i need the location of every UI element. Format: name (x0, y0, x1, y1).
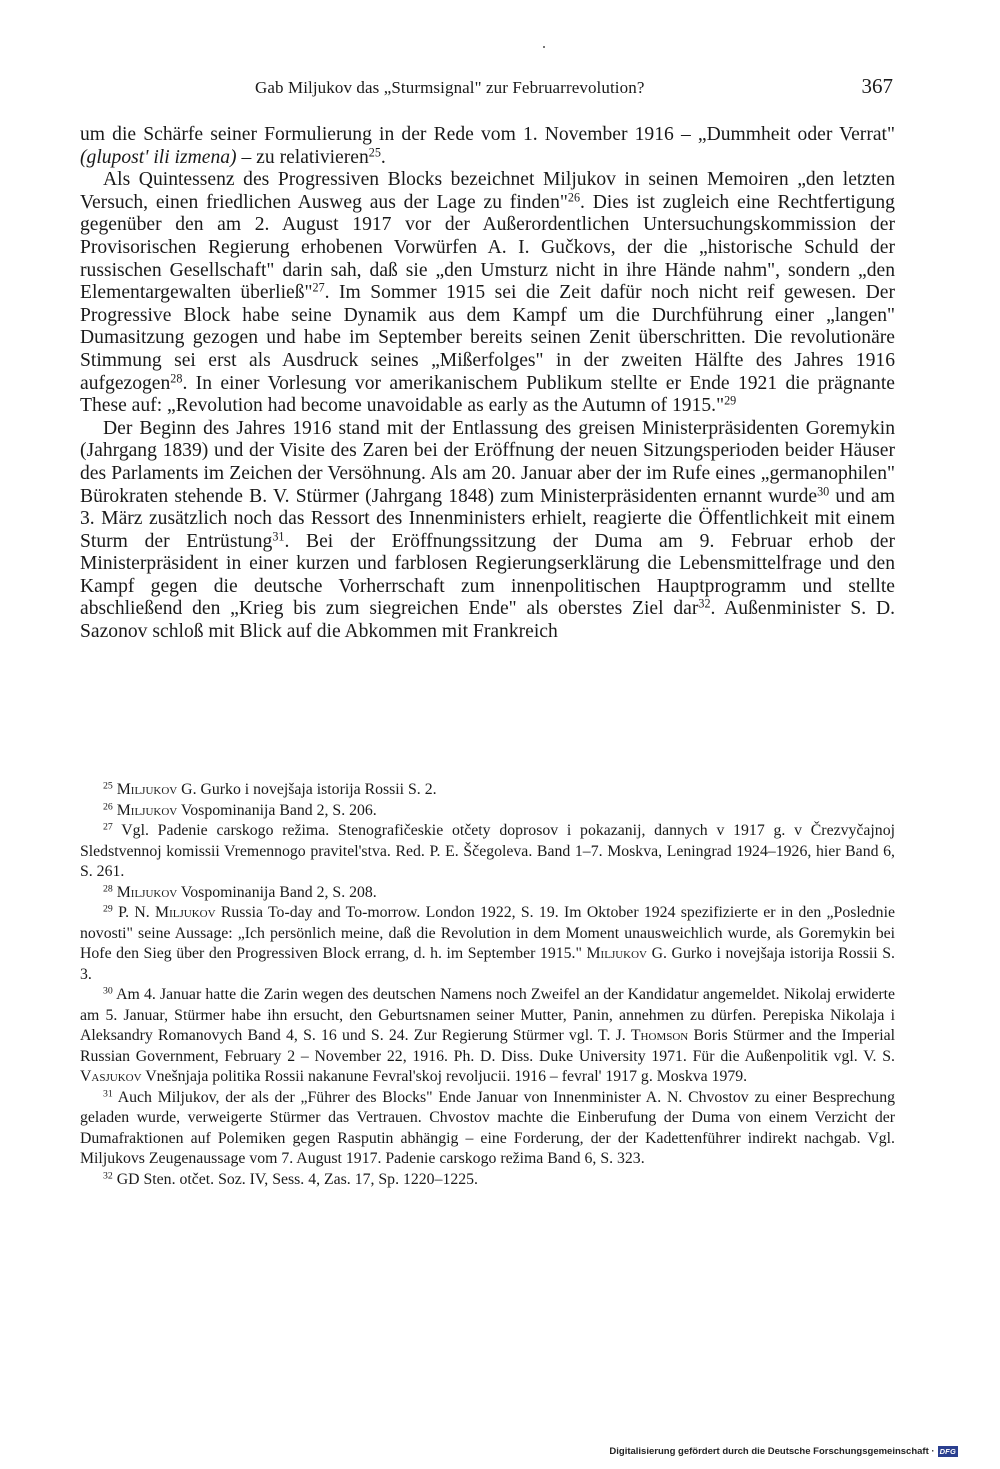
footnote-ref[interactable]: 28 (170, 370, 183, 385)
author-name: Miljukov (116, 883, 178, 901)
footnote-text: Vospominanija Band 2, S. 208. (177, 883, 377, 901)
footnote-number: 25 (103, 780, 113, 792)
paragraph-3 (80, 418, 895, 644)
author-name: Miljukov (155, 904, 216, 921)
main-text (80, 124, 895, 644)
footnote-ref[interactable]: 32 (698, 596, 711, 611)
footnote-31 (80, 1088, 895, 1170)
footnote-number: 27 (103, 821, 113, 833)
footnote-number: 28 (103, 883, 113, 895)
credit-text: Digitalisierung gefördert durch die Deutsche Forschungsgemeinschaft · (609, 1446, 935, 1457)
footnote-text: Russia To-day and To-morrow. London 1922, S. 19. Im Oktober 1924 spezifizierte er in den „Poslednie novosti" seine Aussage: „Ich persönlich meine, daß die Revolution in dem Moment unausweichlich wurde, als Goremykin bei Hofe den Sieg über den Progressiven Block errang, d. h. im September 1915." (80, 904, 895, 962)
footnotes (80, 780, 895, 1190)
footnote-28 (80, 883, 895, 904)
text-run: . In einer Vorlesung vor amerikanischem Publikum stellte er Ende 1921 die prägnante These auf: „Revolution had become unavoidable as early as the Autumn of 1915." (80, 372, 895, 417)
footnote-25 (80, 780, 895, 801)
footnote-number: 26 (103, 801, 113, 813)
footnote-text: Vospominanija Band 2, S. 206. (177, 801, 377, 819)
footnote-number: 31 (103, 1088, 113, 1100)
footnote-number: 32 (103, 1170, 113, 1182)
footnote-text: P. N. (112, 904, 156, 921)
footnote-ref[interactable]: 29 (724, 393, 737, 408)
running-title: Gab Miljukov das „Sturmsignal" zur Februarrevolution? (255, 78, 645, 97)
author-name: Miljukov (116, 781, 178, 798)
paragraph-2 (80, 169, 895, 418)
italic-term: (glupost' ili izmena) (80, 146, 237, 168)
footnote-29 (80, 903, 895, 985)
footnote-ref[interactable]: 30 (817, 483, 830, 498)
text-run: – zu relativieren (236, 146, 369, 168)
footnote-26 (80, 801, 895, 822)
footnote-text: GD Sten. otčet. Soz. IV, Sess. 4, Zas. 17, Sp. 1220–1225. (112, 1170, 479, 1188)
text-run: . Dies ist zugleich eine Rechtfertigung gegenüber den am 2. August 1917 vor der Außerordentlichen Untersuchungskommission der Provisorischen Regierung erhobenen Vorwürfen A. I. Gučkovs, der die „historische Schuld der russischen Gesellschaft" darin sah, daß sie „den Umsturz nicht in ihre Hände nahm", sondern „den Elementargewalten überließ" (80, 191, 895, 304)
author-name: Miljukov (586, 945, 648, 962)
text-run: . Bei der Eröffnungssitzung der Duma am 9. Februar erhob der Ministerpräsident in einer kurzen und farblosen Regierungserklärung die Lebensmittelfrage und den Kampf gegen die deutsche Vorherrschaft zum innenpolitischen Hauptprogramm und stellte abschließend den „Krieg bis zum siegreichen Ende" als oberstes Ziel dar (80, 530, 896, 620)
author-name: Vasjukov (80, 1068, 142, 1085)
page-number: 367 (861, 74, 893, 98)
digitization-credit (609, 1446, 958, 1457)
footnote-ref[interactable]: 26 (567, 190, 581, 205)
text-run: Als Quintessenz des Progressiven Blocks bezeichnet Miljukov in seinen Memoiren „den letzten Versuch, einen friedlichen Ausweg aus der Lage zu finden" (80, 169, 895, 213)
footnote-number: 30 (103, 985, 113, 997)
paragraph-1 (80, 124, 895, 169)
footnote-number: 29 (103, 903, 113, 915)
footnote-30 (80, 985, 895, 1088)
text-run: um die Schärfe seiner Formulierung in der Rede vom 1. November 1916 – „Dummheit oder Verrat" (80, 124, 895, 145)
footnote-27 (80, 821, 895, 883)
author-name: Miljukov (116, 801, 178, 819)
text-run: Der Beginn des Jahres 1916 stand mit der Entlassung des greisen Ministerpräsidenten Goremykin (Jahrgang 1839) und der Visite des Zaren bei der Eröffnung der neuen Sitzungsperioden beider Häuser des Parlaments im Zeichen der Versöhnung. Als am 20. Januar aber der im Rufe eines „germanophilen" Bürokraten stehende B. V. Stürmer (Jahrgang 1848) zum Ministerpräsidenten ernannt wurde (80, 417, 895, 507)
footnote-text: Auch Miljukov, der als der „Führer des Blocks" Ende Januar von Innenminister A. N. Chvostov zu einer Besprechung geladen wurde, verweigerte Stürmer das Vertrauen. Chvostov machte die Einberufung der Duma von einem Verzicht der Dumafraktionen auf Polemiken gegen Rasputin abhängig – eine Forderung, der der Kadettenführer indirekt nachgab. Vgl. Miljukovs Zeugenaussage vom 7. August 1917. Padenie carskogo režima Band 6, S. 323. (80, 1088, 895, 1167)
footnote-text: Boris Stürmer and the Imperial Russian Government, February 2 – November 22, 1916. Ph. D. Diss. Duke University 1971. Für die Außenpolitik vgl. V. S. (80, 1027, 895, 1065)
footnote-ref[interactable]: 31 (272, 529, 285, 544)
footnote-text: G. Gurko i novejšaja istorija Rossii S. 3. (80, 945, 895, 983)
footnote-text: G. Gurko i novejšaja istorija Rossii S. 2. (177, 781, 437, 798)
running-header (80, 74, 895, 102)
footnote-text: Vgl. Padenie carskogo režima. Stenografičeskie otčety doprosov i pokazanij, dannych v 1917 g. v Črezvyčajnoj Sledstvennoj komissii Vremennogo pravitel'stva. Red. P. E. Ščegoleva. Band 1–7. Moskva, Leningrad 1924–1926, hier Band 6, S. 261. (80, 822, 895, 880)
author-name: Thomson (630, 1027, 689, 1044)
footnote-ref[interactable]: 25 (368, 144, 381, 159)
footnote-ref[interactable]: 27 (312, 280, 325, 295)
footnote-text: Vnešnjaja politika Rossii nakanune Fevral'skoj revoljucii. 1916 – fevral' 1917 g. Moskva 1979. (141, 1068, 748, 1085)
footnote-32 (80, 1170, 895, 1191)
text-run: . Im Sommer 1915 sei die Zeit dafür noch nicht reif gewesen. Der Progressive Block habe seine Dynamik aus dem Kampf um die Durchführung einer „langen" Dumasitzung gezogen und habe im September bereits seinen Zenit überschritten. Die revolutionäre Stimmung sei erst als Ausdruck seines „Mißerfolges" in der zweiten Hälfte des Jahres 1916 aufgezogen (80, 282, 895, 394)
text-run: . (380, 146, 386, 168)
dfg-logo-icon: DFG (939, 1447, 956, 1456)
text-run: und am 3. März zusätzlich noch das Ressort des Innenministers erhielt, reagierte die Öffentlichkeit mit einem Sturm der Entrüstung (80, 485, 895, 552)
footnote-text: Am 4. Januar hatte die Zarin wegen des deutschen Namens noch Zweifel an der Kandidatur angemeldet. Nikolaj erwiderte am 5. Januar, Stürmer habe ihn ersucht, den Geburtsnamen seiner Mutter, Panin, annehmen zu dürfen. Perepiska Nikolaja i Aleksandry Romanovych Band 4, S. 16 und S. 24. Zur Regierung Stürmer vgl. T. J. (80, 986, 895, 1044)
scan-speck (543, 46, 545, 48)
text-run: . Außenminister S. D. Sazonov schloß mit Blick auf die Abkommen mit Frankreich (80, 598, 896, 643)
